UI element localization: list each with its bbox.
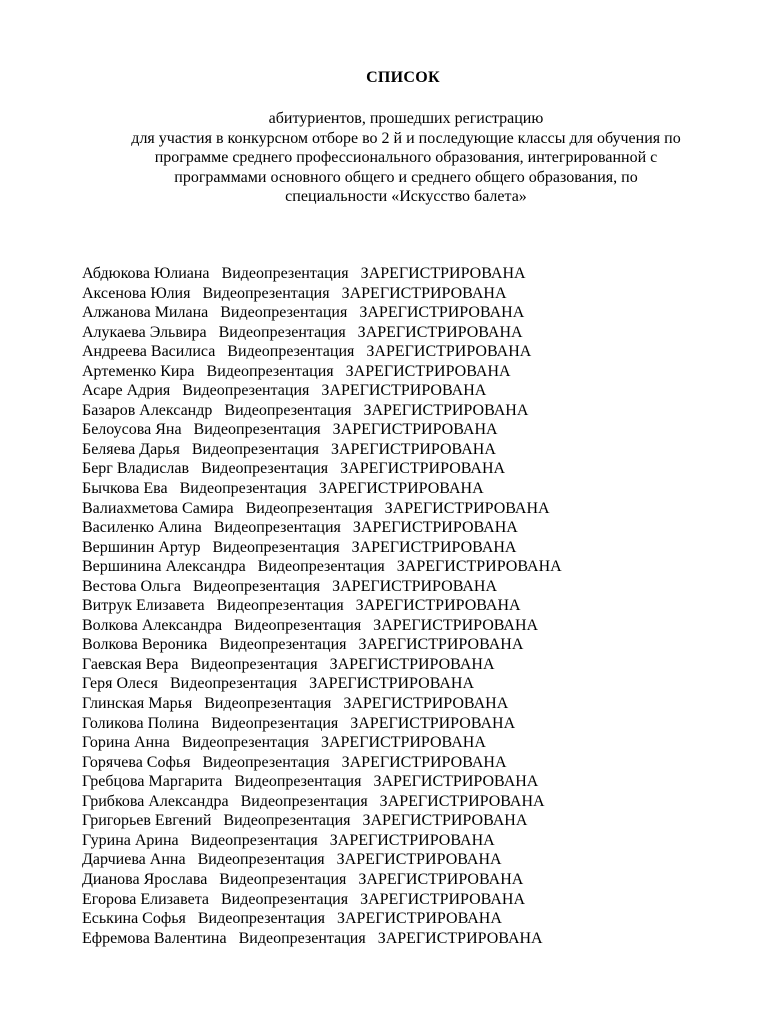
applicant-name: Артеменко Кира [82,362,195,380]
list-item [82,772,742,792]
list-item [82,381,742,401]
registration-status: ЗАРЕГИСТРИРОВАНА [366,343,532,361]
list-item [82,284,742,304]
list-item [82,518,742,538]
applicant-name: Базаров Александр [82,401,213,419]
applicant-name: Голикова Полина [82,714,200,732]
list-item [82,850,742,870]
registration-status: ЗАРЕГИСТРИРОВАНА [309,675,475,693]
applicant-name: Абдюкова Юлиана [82,265,210,282]
registration-status: ЗАРЕГИСТРИРОВАНА [341,753,507,771]
applicant-name: Григорьев Евгений [82,812,212,830]
registration-status: ЗАРЕГИСТРИРОВАНА [359,304,525,322]
list-item [82,401,742,421]
applicant-name: Вершинина Александра [82,558,246,576]
applicant-name: Бычкова Ева [82,480,168,498]
registration-status: ЗАРЕГИСТРИРОВАНА [320,734,486,752]
document-subtitle [60,109,752,207]
submission-method: Видеопрезентация [212,538,340,556]
applicant-name: Андреева Василиса [82,343,216,361]
applicant-name: Алжанова Милана [82,304,209,322]
submission-method: Видеопрезентация [193,577,321,595]
registration-status: ЗАРЕГИСТРИРОВАНА [384,499,550,517]
registration-status: ЗАРЕГИСТРИРОВАНА [373,616,539,634]
subtitle-line: программе среднего профессионального образования, интегрированной с [154,149,658,167]
applicant-name: Грибкова Александра [82,792,229,810]
submission-method: Видеопрезентация [190,831,318,849]
list-item [82,420,742,440]
list-item [82,362,742,382]
submission-method: Видеопрезентация [190,655,318,673]
submission-method: Видеопрезентация [181,734,309,752]
submission-method: Видеопрезентация [179,480,307,498]
submission-method: Видеопрезентация [197,851,325,869]
registration-status: ЗАРЕГИСТРИРОВАНА [358,636,524,654]
submission-method: Видеопрезентация [197,910,325,928]
submission-method: Видеопрезентация [218,323,346,341]
registration-status: ЗАРЕГИСТРИРОВАНА [336,851,502,869]
submission-method: Видеопрезентация [221,265,349,282]
applicant-name: Белоусова Яна [82,421,182,439]
applicant-name: Егорова Елизавета [82,890,209,908]
registration-status: ЗАРЕГИСТРИРОВАНА [362,812,528,830]
registration-status: ЗАРЕГИСТРИРОВАНА [329,831,495,849]
list-item [82,577,742,597]
registration-status: ЗАРЕГИСТРИРОВАНА [340,460,506,478]
registration-status: ЗАРЕГИСТРИРОВАНА [358,870,524,888]
registration-status: ЗАРЕГИСТРИРОВАНА [363,401,529,419]
registration-status: ЗАРЕГИСТРИРОВАНА [377,929,543,947]
list-item [82,792,742,812]
applicant-name: Геря Олеся [82,675,158,693]
registration-status: ЗАРЕГИСТРИРОВАНА [352,519,518,537]
registration-status: ЗАРЕГИСТРИРОВАНА [355,597,521,615]
submission-method: Видеопрезентация [206,362,334,380]
submission-method: Видеопрезентация [234,773,362,791]
applicant-name: Беляева Дарья [82,440,180,458]
list-item [82,323,742,343]
registration-status: ЗАРЕГИСТРИРОВАНА [329,655,495,673]
submission-method: Видеопрезентация [220,304,348,322]
submission-method: Видеопрезентация [193,421,321,439]
registration-status: ЗАРЕГИСТРИРОВАНА [373,773,539,791]
applicant-name: Дарчиева Анна [82,851,186,869]
registration-status: ЗАРЕГИСТРИРОВАНА [332,421,498,439]
list-item [82,596,742,616]
submission-method: Видеопрезентация [211,714,339,732]
registration-status: ЗАРЕГИСТРИРОВАНА [360,890,525,908]
applicant-name: Ефремова Валентина [82,929,227,947]
list-item [82,909,742,929]
registration-status: ЗАРЕГИСТРИРОВАНА [343,695,509,713]
applicant-name: Еськина Софья [82,910,186,928]
list-item [82,440,742,460]
list-item [82,870,742,890]
list-item [82,479,742,499]
submission-method: Видеопрезентация [238,929,366,947]
registration-status: ЗАРЕГИСТРИРОВАНА [360,265,526,282]
registration-status: ЗАРЕГИСТРИРОВАНА [379,792,545,810]
submission-method: Видеопрезентация [234,616,362,634]
list-item [82,635,742,655]
subtitle-line: специальности «Искусство балета» [285,188,527,206]
submission-method: Видеопрезентация [170,675,298,693]
registration-status: ЗАРЕГИСТРИРОВАНА [351,538,517,556]
applicant-name: Волкова Вероника [82,636,208,654]
submission-method: Видеопрезентация [245,499,373,517]
list-item [82,538,742,558]
submission-method: Видеопрезентация [223,812,351,830]
applicant-name: Гурина Арина [82,831,179,849]
applicant-name: Дианова Ярослава [82,870,208,888]
list-item [82,342,742,362]
list-item [82,499,742,519]
submission-method: Видеопрезентация [204,695,332,713]
list-item [82,733,742,753]
submission-method: Видеопрезентация [202,284,330,302]
list-item [82,459,742,479]
applicant-name: Берг Владислав [82,460,190,478]
submission-method: Видеопрезентация [227,343,355,361]
applicant-name: Горячева Софья [82,753,191,771]
submission-method: Видеопрезентация [240,792,368,810]
submission-method: Видеопрезентация [213,519,341,537]
submission-method: Видеопрезентация [220,890,349,908]
page-title: СПИСОК [366,69,440,86]
list-item [82,616,742,636]
list-item [82,714,742,734]
registration-status: ЗАРЕГИСТРИРОВАНА [336,910,502,928]
applicant-name: Василенко Алина [82,519,202,537]
list-item [82,655,742,675]
submission-method: Видеопрезентация [219,870,347,888]
list-item [82,674,742,694]
applicant-name: Гребцова Маргарита [82,773,223,791]
applicant-name: Волкова Александра [82,616,223,634]
applicant-list [82,264,742,948]
list-item [82,831,742,851]
submission-method: Видеопрезентация [224,401,352,419]
submission-method: Видеопрезентация [202,753,330,771]
subtitle-line: программами основного общего и среднего общего образования, по [174,168,638,186]
submission-method: Видеопрезентация [191,440,319,458]
applicant-name: Вершинин Артур [82,538,201,556]
registration-status: ЗАРЕГИСТРИРОВАНА [357,323,523,341]
applicant-name: Валиахметова Самира [82,499,234,517]
list-item [82,694,742,714]
applicant-name: Витрук Елизавета [82,597,205,615]
registration-status: ЗАРЕГИСТРИРОВАНА [318,480,484,498]
registration-status: ЗАРЕГИСТРИРОВАНА [396,558,562,576]
list-item [82,303,742,323]
submission-method: Видеопрезентация [216,597,344,615]
list-item [82,264,742,284]
subtitle-line: для участия в конкурсном отборе во 2 й и последующие классы для обучения по [131,129,681,147]
list-item [82,890,742,910]
list-item [82,929,742,949]
applicant-name: Аксенова Юлия [82,284,191,302]
registration-status: ЗАРЕГИСТРИРОВАНА [330,440,496,458]
submission-method: Видеопрезентация [201,460,329,478]
registration-status: ЗАРЕГИСТРИРОВАНА [341,284,507,302]
submission-method: Видеопрезентация [182,382,310,400]
list-item [82,753,742,773]
registration-status: ЗАРЕГИСТРИРОВАНА [350,714,516,732]
registration-status: ЗАРЕГИСТРИРОВАНА [321,382,487,400]
applicant-name: Алукаева Эльвира [82,323,207,341]
applicant-name: Гаевская Вера [82,655,179,673]
applicant-name: Асаре Адрия [82,382,171,400]
subtitle-line: абитуриентов, прошедших регистрацию [268,110,544,127]
registration-status: ЗАРЕГИСТРИРОВАНА [332,577,498,595]
applicant-name: Глинская Марья [82,695,193,713]
applicant-name: Горина Анна [82,734,170,752]
applicant-name: Вестова Ольга [82,577,181,595]
submission-method: Видеопрезентация [257,558,385,576]
list-item [82,811,742,831]
registration-status: ЗАРЕГИСТРИРОВАНА [345,362,511,380]
submission-method: Видеопрезентация [219,636,347,654]
list-item [82,557,742,577]
